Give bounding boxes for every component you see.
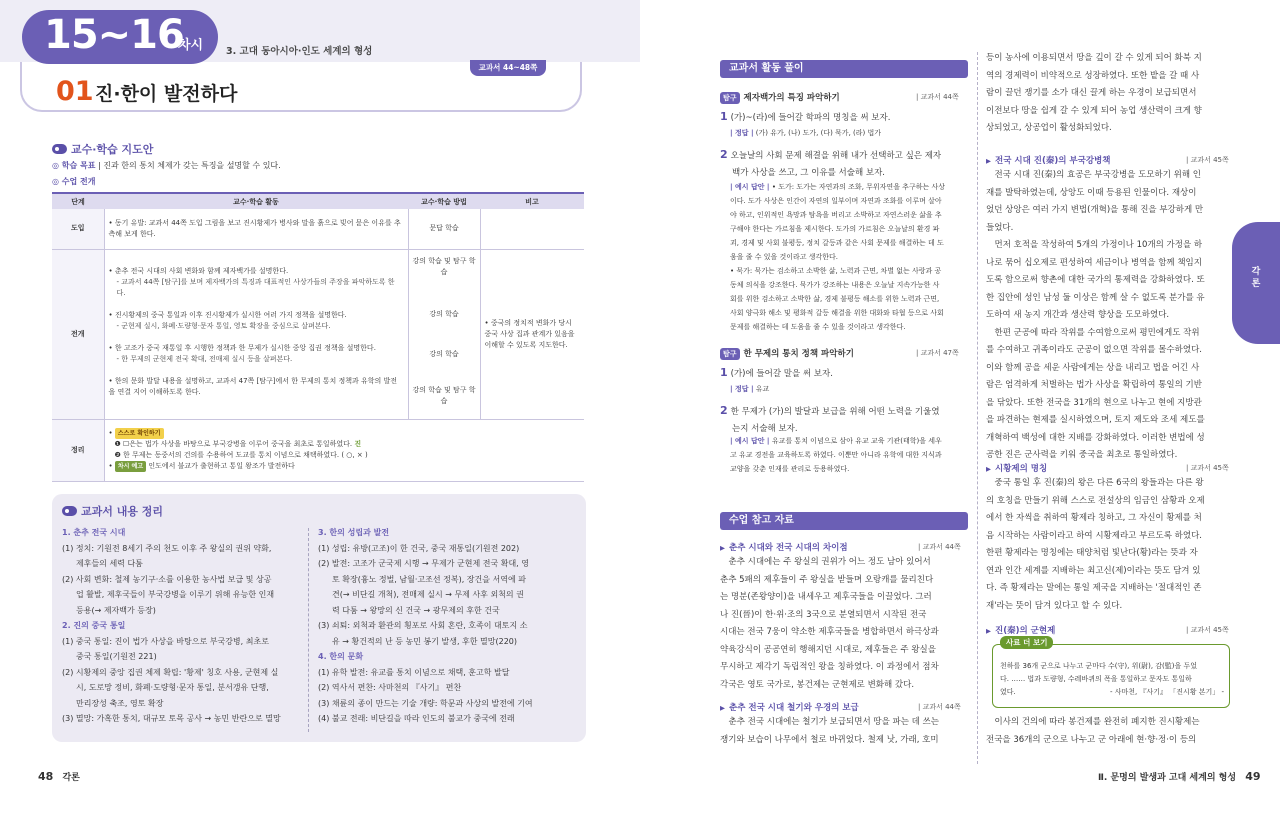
stage-cell: 도입	[52, 209, 104, 249]
summary-line: (1) 중국 통일: 진이 법가 사상을 바탕으로 부국강병, 최초로	[62, 636, 269, 646]
table-row	[52, 209, 584, 249]
summary-divider	[308, 528, 309, 732]
example-answer-2	[730, 180, 966, 334]
text-line: • 도가: 도가는 자연과의 조화, 무위자연을 추구하는 사상	[771, 183, 945, 191]
guide-title: 교수·학습 지도안	[71, 143, 154, 156]
wrap-cell: • 스스로 확인하기 ❶ ☐은는 법가 사상을 바탕으로 부국강병을 이루어 중국을 최초로 통일하였다. 진 ❷ 한 무제는 동중서의 건의를 수용하여 도교를 통치 이념으로 채택하였다. ( ○, × ) • 차시 예고 인도에서 불교가 출현하고 통일 왕조가 발전하다	[104, 419, 584, 481]
textbook-ref: | 교과서 47쪽	[916, 349, 959, 357]
reference-body-4	[986, 475, 1230, 615]
text-line: 연과 인간 세계를 지배하는 최고신(제)이라는 뜻도 담겨 있	[986, 565, 1201, 576]
method-item: 강의 학습 및 탐구 학습	[412, 256, 476, 276]
reference-heading: ▶ 춘추 전국 시대 철기와 우경의 보급	[720, 701, 859, 713]
answer-1: | 정답 | (가) 유가, (나) 도가, (다) 묵가, (라) 법가	[730, 129, 881, 137]
flow-label: ◎ 수업 전개	[52, 177, 96, 186]
learning-goal: ◎ 학습 목표 | 진과 한의 통치 체제가 갖는 특징을 설명할 수 있다.	[52, 161, 281, 170]
lesson-plan-table	[52, 192, 584, 482]
activity-item: • 한의 문화 발달 내용을 설명하고, 교과서 47쪽 [탐구]에서 한 무제의 통치 정책과 유학의 발전을 연결 지어 이해하도록 한다.	[108, 376, 398, 396]
summary-item	[62, 634, 302, 665]
note-cell: • 중국의 정치적 변화가 당시 중국 사상 집과 관계가 있음을 이해할 수 있도록 지도한다.	[480, 249, 584, 419]
summary-line: (2) 역사서 편찬: 사마천의 『사기』 편찬	[318, 683, 462, 692]
summary-line: (1) 정치: 기원전 8세기 주의 천도 이후 주 왕실의 권위 약화,	[62, 543, 272, 553]
summary-line: (4) 불교 전래: 비단길을 따라 인도의 불교가 중국에 전래	[318, 714, 515, 723]
method-item: 강의 학습	[429, 309, 459, 318]
text-line: 를 수여하고 귀족이라도 군공이 없으면 작위를 몰수하였다.	[986, 345, 1202, 355]
stage-cell: 전개	[52, 249, 104, 419]
text-line: 을 파견하는 현제를 실시하였으며, 토지 제도와 조세 제도를	[986, 415, 1205, 425]
activity-cell	[104, 249, 408, 419]
reference-heading: ▶ 춘추 시대와 전국 시대의 차이점	[720, 541, 848, 553]
summary-line: (1) 성립: 유방(고조)이 한 건국, 중국 재통일(기원전 202)	[318, 543, 520, 553]
answer-3: | 정답 | 유교	[730, 385, 770, 393]
text-line: 움을 줄 수 있을 것이라고 생각한다.	[730, 253, 839, 261]
source-citation: - 사마천, 『사기』 「진시황 본기」 -	[1109, 688, 1224, 696]
summary-item	[318, 711, 580, 727]
summary-col-2	[318, 525, 580, 727]
text-line: 다. …… 법과 도량형, 수레바퀴의 폭을 통일하고 문자도 통일하	[1000, 675, 1192, 683]
summary-item	[318, 556, 580, 618]
text-line: 었던 상앙은 여러 가지 변법(개혁)을 통해 진을 부강하게 만	[986, 205, 1204, 215]
summary-col-1	[62, 525, 302, 727]
source-quote-tag: 사료 더 보기	[1000, 636, 1053, 649]
summary-heading-item	[318, 649, 580, 665]
text-line: 나로 묶어 십오제로 편성하여 세금이나 병역을 함께 책임지	[986, 257, 1202, 268]
self-check-tag: 스스로 확인하기	[115, 428, 164, 439]
section-number: 01	[56, 76, 94, 107]
question-4: 2 한 무제가 (가)의 발달과 보급을 위해 어떤 노력을 기울였 는지 서술해 보자.	[720, 404, 940, 434]
summary-item	[62, 665, 302, 712]
summary-line: 업 활발, 제후국들이 부국강병을 이루기 위해 유능한 인재	[76, 590, 275, 599]
table-row	[52, 419, 584, 481]
text-line: 개혁하여 백성에 대한 지배를 강화하였다. 이러한 변법에 성	[986, 432, 1205, 443]
inquiry-tag: 탐구	[720, 348, 740, 360]
goal-text: 진과 한의 통치 체제가 갖는 특징을 설명할 수 있다.	[103, 161, 281, 170]
summary-line: 유 → 황건적의 난 등 농민 봉기 발생, 후한 멸망(220)	[332, 636, 518, 646]
lesson-number: 15~16	[44, 12, 184, 58]
reference-body-5	[986, 714, 1230, 749]
text-line: 이다. 도가 사상은 인간이 자연의 일부이며 자연과 조화를 이루며 살아	[730, 197, 942, 205]
guide-heading	[52, 141, 153, 157]
text-line: 역의 경제력이 비약적으로 성장하였다. 또한 밭을 갈 때 사	[986, 70, 1200, 81]
summary-heading-item	[62, 525, 302, 541]
summary-subheading: 4. 한의 문화	[318, 652, 364, 661]
text-line: 에서 한 자씩을 취하여 황제라 칭하고, 그 자신이 황제를 처	[986, 513, 1202, 523]
textbook-ref: | 교과서 45쪽	[1186, 626, 1229, 634]
text-line: 중국 통일 후 진(秦)의 왕은 다른 6국의 왕들과는 다른 왕	[986, 478, 1204, 488]
reference-heading: ▶ 시황제의 명칭	[986, 462, 1047, 474]
activity-panel-header: 교과서 활동 풀이	[720, 60, 968, 78]
textbook-ref: | 교과서 44쪽	[918, 543, 961, 551]
summary-line: (3) 쇠퇴: 외척과 환관의 횡포로 사회 혼란, 호족이 대토지 소	[318, 621, 528, 630]
text-line: 동체 의식을 강조한다. 묵가가 강조하는 내용은 오늘날 지속가능한 사	[730, 281, 940, 289]
text-line: 회를 위한 검소하고 소박한 삶, 경제 불평등 해소를 위한 노력과 근면,	[730, 295, 940, 303]
next-lesson-tag: 차시 예고	[115, 461, 146, 472]
text-line: 재를 발탁하였는데, 상앙도 이때 등용된 인물이다. 재상이	[986, 187, 1197, 198]
summary-line: (2) 발전: 고조가 군국제 시행 → 무제가 군현제 전국 확대, 영	[318, 559, 529, 568]
page-number: 48	[38, 770, 54, 783]
left-footer	[38, 770, 80, 783]
text-line: 다. 즉 황제라는 말에는 통일 제국을 지배하는 '절대적인 존	[986, 583, 1202, 593]
summary-line: 등용(→ 제자백가 등장)	[76, 605, 156, 615]
text-line: 교양을 갖춘 인재를 관리로 등용하였다.	[730, 465, 850, 473]
summary-line: 견(→ 비단길 개척), 전매제 실시 → 무제 사후 외척의 권	[332, 590, 524, 599]
summary-line: (3) 채륜의 종이 만드는 기술 개량: 학문과 사상의 발전에 기여	[318, 698, 533, 708]
question-1: 1 (가)~(라)에 들어갈 학파의 명칭을 써 보자.	[720, 110, 891, 123]
text-line: 상되었고, 상공업이 활성화되었다.	[986, 123, 1112, 133]
table-header: 비고	[480, 193, 584, 209]
quiz-item: ❶ ☐은는 법가 사상을 바탕으로 부국강병을 이루어 중국을 최초로 통일하였다.	[114, 440, 353, 448]
bullet-icon	[52, 144, 67, 154]
text-line: 약육강식이 공공연히 행해지던 시대로, 제후들은 주 왕실을	[720, 644, 936, 655]
note-cell	[480, 209, 584, 249]
text-line: 한편 황제라는 명칭에는 태양처럼 빛난다(황)라는 뜻과 자	[986, 548, 1198, 558]
method-cell: 문답 학습	[408, 209, 480, 249]
summary-line: (2) 시황제의 중앙 집권 체제 확립: '황제' 칭호 사용, 군현제 실	[62, 667, 279, 677]
page-number: 49	[1245, 770, 1261, 783]
table-header: 교수·학습 방법	[408, 193, 480, 209]
text-line: 춘추 5패의 제후들이 주 왕실을 받들며 오랑캐를 물리친다	[720, 574, 934, 585]
text-line: 문제를 해결하는 데 도움을 줄 수 있을 것이라고 생각한다.	[730, 323, 906, 331]
text-line: 도하여 새 농지 개간과 생산력 향상을 도모하였다.	[986, 310, 1170, 320]
table-header: 단계	[52, 193, 104, 209]
text-line: 춘추 전국 시대에는 철기가 보급되면서 땅을 파는 데 쓰는	[720, 717, 939, 727]
summary-line: 만리장성 축조, 영토 확장	[76, 698, 164, 708]
text-line: 전국을 36개의 군으로 나누고 군 아래에 현·향·정·이 등의	[986, 734, 1197, 745]
activity-item: • 진시황제의 중국 통일과 이후 진시황제가 실시한 여러 가지 정책을 설명한다. - 군현제 실시, 화폐·도량형·문자 통일, 영토 확장을 중심으로 살펴본다.	[108, 310, 347, 330]
table-header: 교수·학습 활동	[104, 193, 408, 209]
summary-item	[318, 696, 580, 712]
text-line: 나 진(晉)이 한·위·조의 3국으로 분열되면서 시작된 전국	[720, 609, 927, 620]
side-tab-label: 각론	[1251, 267, 1261, 289]
reference-heading: ▶ 전국 시대 진(秦)의 부국강병책	[986, 154, 1110, 166]
unit-title: 3. 고대 동아시아·인도 세계의 형성	[226, 46, 373, 57]
text-line: 각국은 영토 국가로, 봉건제는 군현제로 변화해 갔다.	[720, 679, 915, 690]
example-answer-4	[730, 434, 966, 476]
summary-line: 력 다툼 → 왕망의 신 건국 → 광무제의 후한 건국	[332, 605, 500, 615]
text-line: 음 시작하는 사람이라고 하여 시황제라고 부르도록 하였다.	[986, 530, 1202, 541]
text-line: 도록 함으로써 향촌에 대한 국가의 통제력을 강화하였다. 또	[986, 275, 1205, 285]
text-line: 춘추 시대에는 주 왕실의 권위가 어느 정도 남아 있어서	[720, 557, 931, 567]
summary-heading-item	[62, 618, 302, 634]
next-lesson-text: 인도에서 불교가 출현하고 통일 왕조가 발전하다	[148, 462, 295, 470]
summary-item	[62, 572, 302, 619]
summary-item	[62, 711, 302, 727]
summary-line: 시, 도로망 정비, 화폐·도량형·문자 통일, 분서갱유 단행,	[76, 683, 269, 692]
inquiry-2-heading: 탐구 한 무제의 통치 정책 파악하기	[720, 347, 854, 360]
summary-line: (2) 사회 변화: 철제 농기구·소를 이용한 농사법 보급 및 상공	[62, 574, 272, 584]
text-line: 한편 군공에 따라 작위를 수여함으로써 평민에게도 작위	[986, 327, 1200, 338]
text-line: 등이 농사에 이용되면서 땅을 깊이 갈 수 있게 되어 화북 지	[986, 53, 1202, 63]
text-line: 시대는 전국 7웅이 약소한 제후국들을 병합하면서 하극상과	[720, 627, 939, 637]
summary-heading-item	[318, 525, 580, 541]
reference-body-2	[720, 714, 970, 749]
text-line: 유교를 통치 이념으로 삼아 유교 교육 기관(태학)을 세우	[771, 437, 942, 445]
question-3: 1 (가)에 들어갈 말을 써 보자.	[720, 366, 833, 379]
textbook-ref: | 교과서 45쪽	[1186, 464, 1229, 472]
text-line: 을 닦았다. 또한 전국을 31개의 현으로 나누고 현에 지방관	[986, 397, 1202, 408]
summary-line: (1) 유학 발전: 유교를 통치 이념으로 채택, 훈고학 발달	[318, 667, 510, 677]
text-line: 람이 끌던 쟁기를 소가 대신 끌게 하는 우경이 보급되면서	[986, 88, 1197, 98]
text-line: • 묵가: 묵가는 검소하고 소박한 삶, 노력과 근면, 차별 없는 사랑과 공	[730, 267, 942, 275]
question-2: 2 오늘날의 사회 문제 해결을 위해 내가 선택하고 싶은 제자 백가 사상을 쓰고, 그 이유를 서술해 보자.	[720, 148, 942, 178]
textbook-ref-tag: 교과서 44~48쪽	[470, 60, 546, 76]
method-item: 강의 학습 및 탐구 학습	[412, 385, 476, 405]
inquiry-tag: 탐구	[720, 92, 740, 104]
summary-line: 중국 통일(기원전 221)	[76, 652, 157, 661]
inquiry-1-heading: 탐구 제자백가의 특징 파악하기	[720, 91, 840, 104]
activity-cell: • 동기 유발: 교과서 44쪽 도입 그림을 보고 진시황제가 병사와 말을 흙으로 빚어 묻은 이유를 추측해 보게 한다.	[104, 209, 408, 249]
text-line: 먼저 호적을 작성하여 5개의 가정이나 10개의 가정을 하	[986, 240, 1203, 250]
bullet-icon	[62, 506, 77, 516]
table-row	[52, 249, 584, 419]
summary-subheading: 1. 춘추 전국 시대	[62, 528, 126, 537]
text-line: 이와 함께 공을 세운 사람에게는 상을 내리고 법을 어긴 사	[986, 362, 1200, 373]
summary-item	[318, 541, 580, 557]
activity-item: • 한 고조가 중국 재통일 후 시행한 정책과 한 무제가 실시한 중앙 집권 정책을 설명한다. - 한 무제의 군현제 전국 확대, 전매제 실시 등을 살펴본다.	[108, 343, 376, 363]
summary-line: 제후들의 세력 다툼	[76, 559, 143, 568]
text-line: 야 하고, 인위적인 욕망과 탐욕을 버리고 소박하고 자연스러운 삶을 추	[730, 211, 942, 219]
summary-heading	[62, 503, 163, 519]
text-line: 재'라는 뜻이 담겨 있다고 할 수 있다.	[986, 600, 1123, 611]
source-quote-text	[1000, 660, 1224, 699]
summary-line: 토 확장(흉노 정벌, 남월·고조선 정복), 장건을 서역에 파	[332, 574, 526, 584]
quiz-answer: 진	[354, 440, 362, 448]
reference-body-1	[720, 554, 970, 694]
text-line: 사회 양극화 해소 및 평화적 갈등 해결을 위한 대화와 타협 등으로 사회	[730, 309, 944, 317]
textbook-ref: | 교과서 44쪽	[918, 703, 961, 711]
textbook-ref: | 교과서 44쪽	[916, 93, 959, 101]
text-line: 한 집안에 성인 남성 둘 이상은 함께 살 수 없도록 분가를 유	[986, 292, 1205, 303]
summary-subheading: 2. 진의 중국 통일	[62, 621, 126, 630]
text-line: 쟁기와 보습이 나무에서 철로 바뀌었다. 철제 낫, 가래, 호미	[720, 734, 939, 745]
text-line: 무시하고 제각기 독립적인 왕을 칭하였다. 이 과정에서 점차	[720, 662, 939, 672]
section-title: 진·한이 발전하다	[95, 83, 238, 105]
lesson-suffix: 차시	[178, 38, 204, 53]
activity-item: • 춘추 전국 시대의 사회 변화와 함께 제자백가를 설명한다. - 교과서 44쪽 [탐구]를 보며 제자백가의 특징과 대표적인 사상가들의 주장을 파악하도록 한다.	[108, 266, 395, 297]
summary-line: (3) 멸망: 가혹한 통치, 대규모 토목 공사 → 농민 반란으로 멸망	[62, 714, 281, 723]
text-line: 구해야 한다는 가르침을 제시한다. 도가의 가르침은 오늘날의 환경 파	[730, 225, 940, 233]
summary-title: 교과서 내용 정리	[81, 505, 164, 518]
chapter-side-tab	[1232, 222, 1280, 344]
reference-body-2-cont	[986, 50, 1230, 138]
summary-item	[318, 618, 580, 649]
method-cell	[408, 249, 480, 419]
summary-item	[62, 541, 302, 572]
method-item: 강의 학습	[429, 349, 459, 358]
text-line: 들었다.	[986, 222, 1014, 233]
stage-cell: 정리	[52, 419, 104, 481]
reference-panel-header: 수업 참고 자료	[720, 512, 968, 530]
summary-item	[318, 680, 580, 696]
goal-label: 학습 목표	[61, 161, 96, 170]
text-line: 고 유교 경전을 교육하도록 하였다. 이뿐만 아니라 유학에 대한 지식과	[730, 451, 942, 459]
text-line: 전국 시대 진(秦)의 효공은 부국강병을 도모하기 위해 인	[986, 170, 1201, 180]
answer-label: | 예시 답안 |	[730, 183, 772, 191]
summary-item	[318, 665, 580, 681]
quiz-item: ❷ 한 무제는 동중서의 건의를 수용하여 도교를 통치 이념으로 채택하였다. ( ○, × )	[114, 451, 368, 459]
text-line: 람은 엄격하게 처벌하는 법가 사상을 확립하여 통일의 기반	[986, 380, 1202, 390]
flow-label-text: 수업 전개	[61, 177, 96, 186]
text-line: 공한 진은 군사력을 키워 중국을 최초로 통일하였다.	[986, 450, 1178, 460]
text-line: 는 명분(존왕양이)을 내세우고 제후국들을 이끌었다. 그러	[720, 592, 932, 602]
text-line: 였다.	[1000, 688, 1016, 696]
text-line: 의 호칭을 만들기 위해 스스로 전설상의 임금인 삼황과 오제	[986, 495, 1205, 506]
reference-body-3	[986, 167, 1230, 465]
summary-subheading: 3. 한의 성립과 발전	[318, 528, 390, 537]
column-divider	[977, 52, 978, 764]
footer-label: Ⅱ. 문명의 발생과 고대 세계의 형성	[1098, 773, 1237, 783]
text-line: 괴, 경제 및 사회 불평등, 정치 갈등과 같은 사회 문제를 해결하는 데 도	[730, 239, 944, 247]
textbook-ref: | 교과서 45쪽	[1186, 156, 1229, 164]
text-line: 이사의 건의에 따라 봉건제를 완전히 폐지한 진시황제는	[986, 717, 1200, 727]
reference-heading: ▶ 진(秦)의 군현제	[986, 624, 1055, 636]
answer-label: | 예시 답안 |	[730, 437, 772, 445]
text-line: 천하를 36개 군으로 나누고 군마다 수(守), 위(尉), 감(監)을 두었	[1000, 662, 1198, 670]
table-header-row	[52, 193, 584, 209]
footer-label: 각론	[62, 773, 80, 783]
text-line: 이전보다 땅을 쉽게 갈 수 있게 되어 농업 생산력이 크게 향	[986, 105, 1202, 116]
right-footer	[1098, 770, 1261, 783]
